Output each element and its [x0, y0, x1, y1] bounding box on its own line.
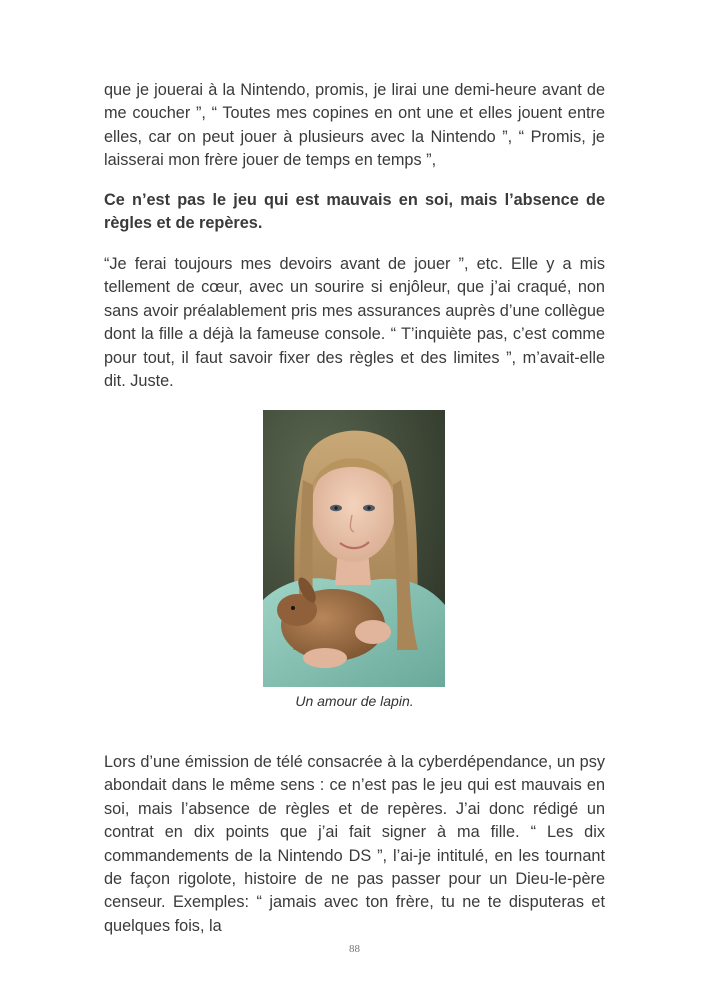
body-paragraph: Lors d’une émission de télé consacrée à la cyberdépendance, un psy abondait dans le même sens : ce n’est pas le jeu qui est mauvais en soi, mais l’absence de règles et de repères. J’ai donc rédigé un contrat en dix points que j’ai fait signer à ma fille. “ Les dix commandements de la Nintendo DS ”, l’ai-je intitulé, en les tournant de façon rigolote, histoire de ne pas passer pour un Dieu-le-père censeur. Exemples: “ jamais avec ton frère, tu ne te disputeras et quelques fois, la — [104, 753, 605, 935]
photo-illustration — [263, 410, 445, 687]
photo-girl-with-rabbit — [263, 410, 445, 687]
body-paragraph: “Je ferai toujours mes devoirs avant de jouer ”, etc. Elle y a mis tellement de cœur, avec un sourire si enjôleur, que j’ai craqué, non sans avoir préalablement pris mes assurances auprès d’une collègue dont la fille a déjà la fameuse console. “ T’inquiète pas, c’est comme pour tout, il faut savoir fixer des règles et des limites ”, m’avait-elle dit. Juste. — [104, 255, 605, 391]
body-paragraph: que je jouerai à la Nintendo, promis, je lirai une demi-heure avant de me coucher ”, “ Toutes mes copines en ont une et elles jouent entre elles, car on peut jouer à plusieurs avec la Nintendo ”, “ Promis, je laisserai mon frère jouer de temps en temps ”, — [104, 81, 605, 170]
page-number: 88 — [349, 943, 360, 955]
bold-paragraph: Ce n’est pas le jeu qui est mauvais en soi, mais l’absence de règles et de repères. — [104, 191, 605, 233]
figure-caption: Un amour de lapin. — [295, 693, 414, 709]
